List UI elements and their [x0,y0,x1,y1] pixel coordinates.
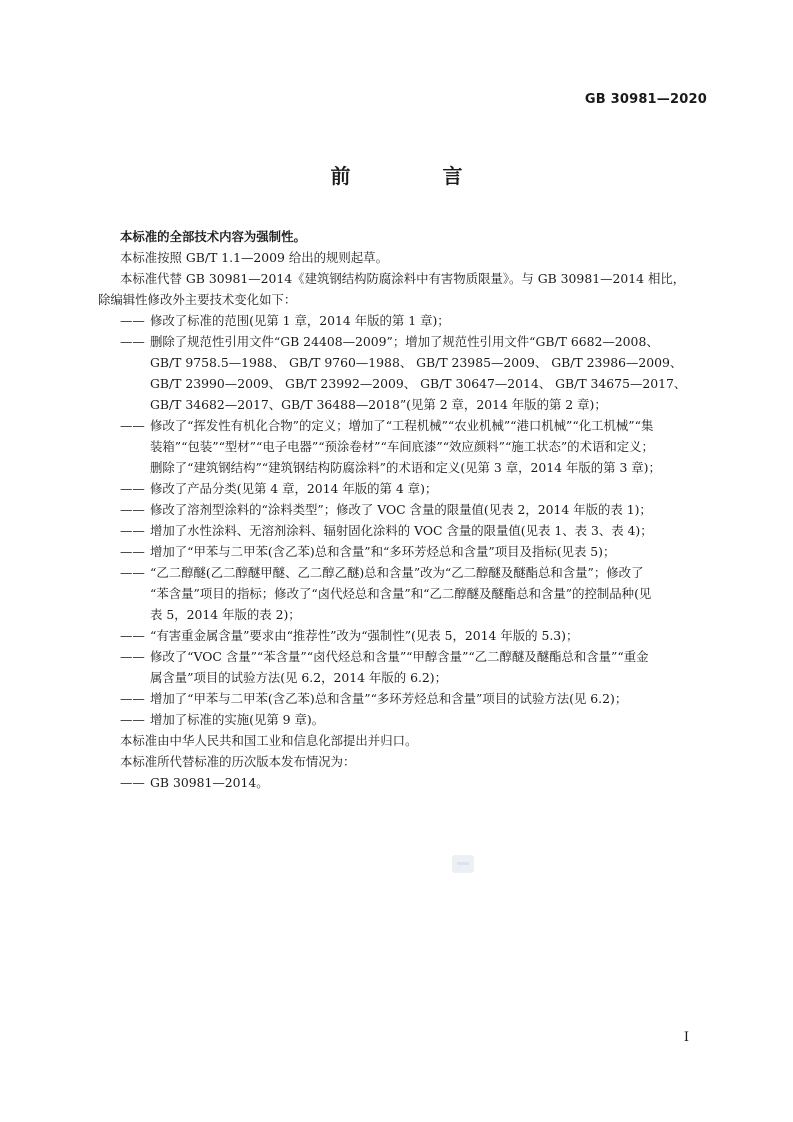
change-item [120,415,710,478]
change-item-line: 增加了“甲苯与二甲苯(含乙苯)总和含量”“多环芳烃总和含量”项目的试验方法(见 6.2)； [150,691,628,706]
list-dash: —— [120,334,145,349]
change-item [120,331,710,415]
history-statement: 本标准所代替标准的历次版本发布情况为： [120,754,356,769]
change-item-line: GB/T 23990—2009、 GB/T 23992—2009、 GB/T 30647—2014、 GB/T 34675—2017、 [150,376,687,391]
change-item [120,562,710,625]
list-dash: —— [120,775,145,790]
change-item [120,541,710,562]
list-dash: —— [120,565,145,580]
change-item-line: 删除了规范性引用文件“GB 24408—2009”；增加了规范性引用文件“GB/T 6682—2008、 [150,334,659,349]
list-dash: —— [120,691,145,706]
change-item [120,646,710,688]
list-dash: —— [120,313,145,328]
change-item [120,625,710,646]
list-dash: —— [120,628,145,643]
change-item-line: 修改了产品分类(见第 4 章，2014 年版的第 4 章)； [150,481,438,496]
page-number: I [683,1030,689,1045]
list-dash: —— [120,502,145,517]
change-item [120,709,710,730]
change-item-line: 修改了“VOC 含量”“苯含量”“卤代烃总和含量”“甲醇含量”“乙二醇醚及醚酯总和含量”“重金 [150,649,649,664]
replacement-statement: 本标准代替 GB 30981—2014《建筑钢结构防腐涂料中有害物质限量》。与 GB 30981—2014 相比， [120,271,686,286]
drafting-rule-statement: 本标准按照 GB/T 1.1—2009 给出的规则起草。 [120,250,388,265]
change-item-line: “乙二醇醚(乙二醇醚甲醚、乙二醇乙醚)总和含量”改为“乙二醇醚及醚酯总和含量”；修改了 [150,565,644,580]
change-item-line: GB/T 34682—2017、GB/T 36488—2018”(见第 2 章，2014 年版的第 2 章)； [150,397,607,412]
proposer-statement: 本标准由中华人民共和国工业和信息化部提出并归口。 [120,733,418,748]
watermark-logo [452,855,474,873]
change-item-line: 修改了“挥发性有机化合物”的定义；增加了“工程机械”“农业机械”“港口机械”“化工机械”“集 [150,418,654,433]
change-item-line: “有害重金属含量”要求由“推荐性”改为“强制性”(见表 5，2014 年版的 5.3)； [150,628,579,643]
change-item [120,310,710,331]
changes-list [120,310,710,730]
change-item-line: 增加了标准的实施(见第 9 章)。 [150,712,325,727]
change-item-line: 修改了溶剂型涂料的“涂料类型”；修改了 VOC 含量的限量值(见表 2，2014 年版的表 1)； [150,502,652,517]
list-dash: —— [120,481,145,496]
standard-code: GB 30981—2020 [584,92,707,107]
change-item-line: 删除了“建筑钢结构”“建筑钢结构防腐涂料”的术语和定义(见第 3 章，2014 年版的第 3 章)； [150,460,661,475]
list-dash: —— [120,523,145,538]
page-title: 前 言 [330,164,499,188]
list-dash: —— [120,712,145,727]
change-item-line: GB/T 9758.5—1988、 GB/T 9760—1988、 GB/T 23985—2009、 GB/T 23986—2009、 [150,355,683,370]
change-item [120,688,710,709]
list-dash: —— [120,544,145,559]
change-item-line: “苯含量”项目的指标；修改了“卤代烃总和含量”和“乙二醇醚及醚酯总和含量”的控制品种(见 [150,586,652,601]
change-item [120,520,710,541]
change-item-line: 属含量”项目的试验方法(见 6.2，2014 年版的 6.2)； [150,670,448,685]
change-item-line: 增加了“甲苯与二甲苯(含乙苯)总和含量”和“多环芳烃总和含量”项目及指标(见表 5)； [150,544,616,559]
history-item-line: GB 30981—2014。 [150,775,269,790]
list-dash: —— [120,418,145,433]
change-item [120,499,710,520]
change-item-line: 增加了水性涂料、无溶剂涂料、辐射固化涂料的 VOC 含量的限量值(见表 1、表 3、表 4)； [150,523,653,538]
history-item [120,772,710,793]
list-dash: —— [120,649,145,664]
document-body [98,226,710,793]
change-item-line: 修改了标准的范围(见第 1 章，2014 年版的第 1 章)； [150,313,450,328]
history-list [120,772,710,793]
change-item [120,478,710,499]
mandatory-statement: 本标准的全部技术内容为强制性。 [120,229,306,244]
replacement-statement-cont: 除编辑性修改外主要技术变化如下： [98,292,297,307]
change-item-line: 表 5，2014 年版的表 2)； [150,607,301,622]
change-item-line: 装箱”“包装”“型材”“电子电器”“预涂卷材”“车间底漆”“效应颜料”“施工状态”的术语和定义； [150,439,654,454]
